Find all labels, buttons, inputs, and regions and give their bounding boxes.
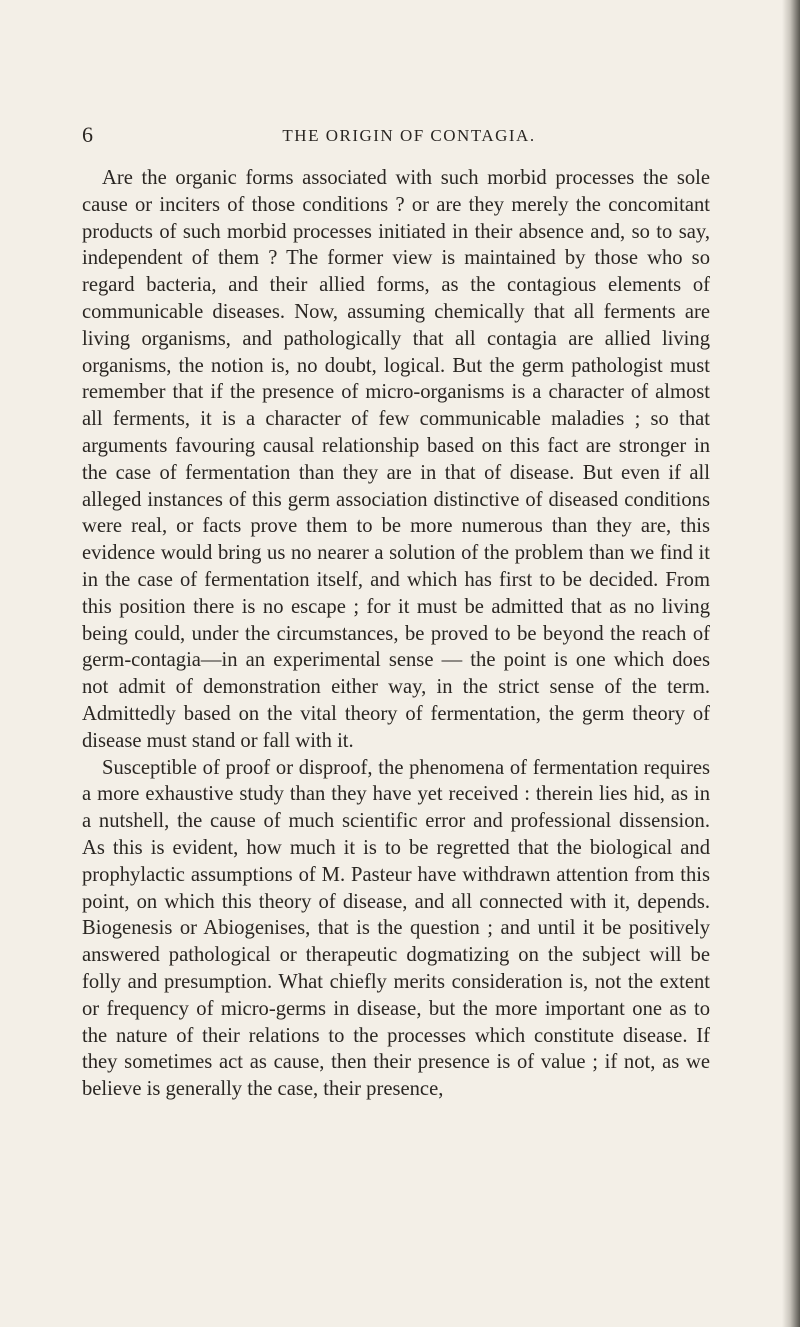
paragraph-2: Susceptible of proof or disproof, the phenomena of fermentation requires a more exhaustive study than they have yet received : therein lies hid, as in a nutshell, the cause of much scientific error and professional dissension. As this is evident, how much it is to be regretted that the biological and prophylactic assumptions of M. Pasteur have withdrawn attention from this point, on which this theory of disease, and all connected with it, depends. Biogenesis or Abiogenises, that is the question ; and until it be positively answered pathological or therapeutic dogmatizing on the subject will be folly and presumption. What chiefly merits consideration is, not the extent or frequency of micro-germs in disease, but the more important one as to the nature of their relations to the processes which constitute disease. If they sometimes act as cause, then their presence is of value ; if not, as we believe is generally the case, their presence, xyxy=(82,756,710,1101)
page-number: 6 xyxy=(82,122,93,147)
body-text xyxy=(82,165,710,1103)
page-edge-shadow xyxy=(782,0,800,1327)
running-head xyxy=(82,122,722,154)
paragraph-1: Are the organic forms associated with such morbid processes the sole cause or inciters of those conditions ? or are they merely the concomitant products of such morbid processes initiated in their absence and, so to say, independent of them ? The former view is maintained by those who so regard bacteria, and their allied forms, as the contagious elements of communicable diseases. Now, assuming chemically that all ferments are living organisms, and pathologically that all contagia are allied living organisms, the notion is, no doubt, logical. But the germ pathologist must remember that if the presence of micro-organisms is a character of almost all ferments, it is a character of few communicable maladies ; so that arguments favouring causal relationship based on this fact are stronger in the case of fermentation than they are in that of disease. But even if all alleged instances of this germ association distinctive of diseased conditions were real, or facts prove them to be more numerous than they are, this evidence would bring us no nearer a solution of the problem than we find it in the case of fermentation itself, and which has first to be decided. From this position there is no escape ; for it must be admitted that as no living being could, under the circumstances, be proved to be beyond the reach of germ-contagia—in an experimental sense — the point is one which does not admit of demonstration either way, in the strict sense of the term. Admittedly based on the vital theory of fermentation, the germ theory of disease must stand or fall with it. xyxy=(82,167,710,752)
running-title: THE ORIGIN OF CONTAGIA. xyxy=(282,126,536,145)
